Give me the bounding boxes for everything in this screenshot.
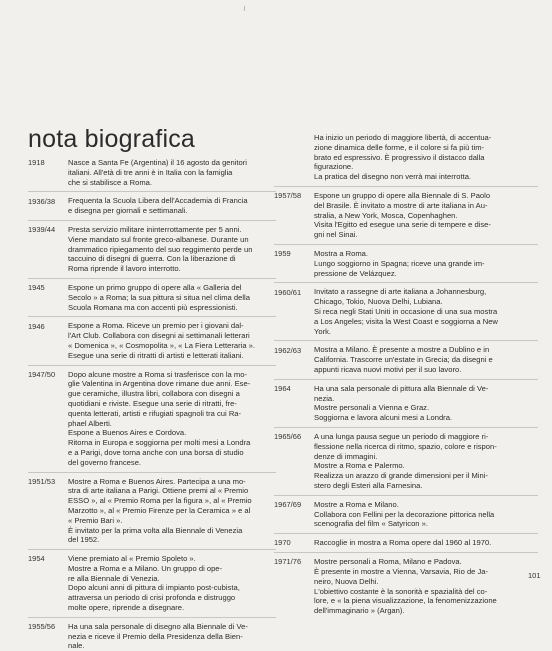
entry-text-line: Ha inizio un periodo di maggiore libertà, di accentua- xyxy=(314,133,538,143)
entry-text-line: lore, e « la piena visualizzazione, la fenomenizzazione xyxy=(314,596,538,606)
entry-text-line: scenografia del film « Satyricon ». xyxy=(314,519,538,529)
entry-text-line: Esegue una serie di ritratti di artisti e letterati italiani. xyxy=(68,351,276,361)
entry-year: 1946 xyxy=(28,321,68,331)
entry-text-line: Dopo alcuni anni di pittura di impianto post-cubista, xyxy=(68,583,276,593)
entry-year: 1959 xyxy=(274,249,314,259)
entry-text-line: Invitato a rassegne di arte italiana a Johannesburg, xyxy=(314,287,538,297)
entry-text-line: Ha una sala personale di disegno alla Biennale di Ve- xyxy=(68,622,276,632)
entry-divider xyxy=(28,191,276,192)
entry-text xyxy=(314,500,538,529)
entry-text-line: del Brasile. È invitato a mostre di arte italiana in Au- xyxy=(314,201,538,211)
entry-text-line: Espone a Roma. Riceve un premio per i giovani dal- xyxy=(68,321,276,331)
entry-divider xyxy=(28,472,276,473)
entry-text xyxy=(68,370,276,468)
biography-entry xyxy=(274,538,538,548)
entry-text-line: Collabora con Fellini per la decorazione pittorica nella xyxy=(314,510,538,520)
entry-divider xyxy=(28,549,276,550)
biography-entry xyxy=(274,191,538,240)
biography-entry xyxy=(274,557,538,616)
entry-year: 1936/38 xyxy=(28,196,68,206)
entry-text-line: stralia, a New York, Mosca, Copenhaghen. xyxy=(314,211,538,221)
entry-text-line: Espone a Buenos Aires e Cordova. xyxy=(68,428,276,438)
entry-year: 1945 xyxy=(28,283,68,293)
entry-text xyxy=(314,557,538,616)
entry-year: 1957/58 xyxy=(274,191,314,201)
entry-divider xyxy=(274,282,538,283)
entry-text-line: Frequenta la Scuola Libera dell'Accademia di Francia xyxy=(68,196,276,206)
entry-text xyxy=(68,477,276,546)
entry-text-line: attraversa un periodo di crisi profonda e distruggo xyxy=(68,593,276,603)
entry-year: 1962/63 xyxy=(274,345,314,355)
entry-divider xyxy=(274,552,538,553)
entry-text-line: e a Parigi, dove torna anche con una borsa di studio xyxy=(68,448,276,458)
biography-entry xyxy=(28,283,276,312)
right-column xyxy=(274,133,538,616)
entry-text-line: brato ed espressivo. È progressivo il distacco dalla xyxy=(314,153,538,163)
page-title: nota biografica xyxy=(28,124,195,154)
entry-text xyxy=(68,622,276,651)
entry-text-line: quotidiani e riviste. Esegue una serie di ritratti, fre- xyxy=(68,399,276,409)
biography-entry xyxy=(28,321,276,360)
entry-year: 1918 xyxy=(28,158,68,168)
entry-text-line: Si reca negli Stati Uniti in occasione di una sua mostra xyxy=(314,307,538,317)
biography-entry xyxy=(28,225,276,274)
entry-text-line: Marzotto », al « Premio Firenze per la Ceramica » e al xyxy=(68,506,276,516)
entry-text-line: quenta letterati, artisti e rifugiati spagnoli tra cui Ra- xyxy=(68,409,276,419)
entry-text-line: molte opere, riprende a disegnare. xyxy=(68,603,276,613)
entry-text-line: neiro, Nuova Delhi. xyxy=(314,577,538,587)
entry-year: 1939/44 xyxy=(28,225,68,235)
entry-divider xyxy=(274,495,538,496)
entry-divider xyxy=(28,617,276,618)
entry-year: 1971/76 xyxy=(274,557,314,567)
entry-text xyxy=(68,158,276,187)
biography-entry xyxy=(274,133,538,182)
entry-text-line: nale. xyxy=(68,641,276,651)
entry-text-line: Presta servizio militare ininterrottamente per 5 anni. xyxy=(68,225,276,235)
entry-text-line: Espone un primo gruppo di opere alla « Galleria del xyxy=(68,283,276,293)
entry-text-line: stero degli Esteri alla Farnesina. xyxy=(314,481,538,491)
entry-text-line: Secolo » a Roma; la sua pittura si situa nel clima della xyxy=(68,293,276,303)
entry-text-line: del governo francese. xyxy=(68,458,276,468)
entry-text-line: del 1952. xyxy=(68,535,276,545)
entry-text-line: « Domenica », « Cosmopolita », « La Fiera Letteraria ». xyxy=(68,341,276,351)
biography-entry xyxy=(28,554,276,613)
entry-text-line: Mostra a Milano. È presente a mostre a Dublino e in xyxy=(314,345,538,355)
entry-text-line: Mostre a Roma e Milano. xyxy=(314,500,538,510)
entry-text-line: italiani. All'età di tre anni è in Italia con la famiglia xyxy=(68,168,276,178)
entry-text-line: che si stabilisce a Roma. xyxy=(68,178,276,188)
entry-divider xyxy=(28,316,276,317)
entry-text-line: York. xyxy=(314,327,538,337)
entry-text-line: pressione de Velázquez. xyxy=(314,269,538,279)
entry-text-line: La pratica del disegno non verrà mai interrotta. xyxy=(314,172,538,182)
entry-text-line: L'obiettivo costante è la sonorità e spazialità del co- xyxy=(314,587,538,597)
biography-entry xyxy=(274,500,538,529)
entry-text-line: nezia e riceve il Premio della Presidenza della Bien- xyxy=(68,632,276,642)
entry-text-line: Soggiorna e lavora alcuni mesi a Londra. xyxy=(314,413,538,423)
entry-text-line: figurazione. xyxy=(314,162,538,172)
entry-year: 1955/56 xyxy=(28,622,68,632)
entry-text xyxy=(314,249,538,278)
entry-divider xyxy=(274,379,538,380)
entry-year: 1964 xyxy=(274,384,314,394)
entry-text-line: Visita l'Egitto ed esegue una serie di tempere e dise- xyxy=(314,220,538,230)
entry-divider xyxy=(274,340,538,341)
entry-text xyxy=(68,225,276,274)
entry-text xyxy=(314,133,538,182)
entry-text-line: Mostre personali a Vienna e Graz. xyxy=(314,403,538,413)
entry-text-line: Roma riprende il lavoro interrotto. xyxy=(68,264,276,274)
entry-text-line: phael Alberti. xyxy=(68,419,276,429)
entry-text-line: flessione nella ricerca di ritmo, spazio, colore e rispon- xyxy=(314,442,538,452)
entry-text-line: « Premio Bari ». xyxy=(68,516,276,526)
entry-text-line: Mostre a Roma e Buenos Aires. Partecipa a una mo- xyxy=(68,477,276,487)
biography-entry xyxy=(28,158,276,187)
entry-text-line: gue ceramiche, illustra libri, collabora con disegni a xyxy=(68,389,276,399)
entry-text-line: A una lunga pausa segue un periodo di maggiore ri- xyxy=(314,432,538,442)
biography-entry xyxy=(28,196,276,216)
entry-year: 1960/61 xyxy=(274,287,314,297)
entry-text-line: denze di immagini. xyxy=(314,452,538,462)
entry-text-line: Chicago, Tokio, Nuova Delhi, Lubiana. xyxy=(314,297,538,307)
entry-text-line: È invitato per la prima volta alla Biennale di Venezia xyxy=(68,526,276,536)
entry-text xyxy=(68,283,276,312)
entry-year: 1954 xyxy=(28,554,68,564)
entry-text-line: dell'immaginario » (Argan). xyxy=(314,606,538,616)
entry-text-line: Espone un gruppo di opere alla Biennale di S. Paolo xyxy=(314,191,538,201)
entry-divider xyxy=(274,244,538,245)
page-crop-mark xyxy=(244,6,245,11)
page-number: 101 xyxy=(528,571,541,580)
entry-text-line: Ritorna in Europa e soggiorna per molti mesi a Londra xyxy=(68,438,276,448)
entry-text-line: drammatico ripiegamento del suo reggimento perde un xyxy=(68,245,276,255)
entry-divider xyxy=(28,278,276,279)
biography-entry xyxy=(274,345,538,374)
entry-text-line: gni nel Sinai. xyxy=(314,230,538,240)
entry-text-line: Mostre personali a Roma, Milano e Padova. xyxy=(314,557,538,567)
entry-text-line: Lungo soggiorno in Spagna; riceve una grande im- xyxy=(314,259,538,269)
biography-entry xyxy=(274,432,538,491)
left-column xyxy=(28,158,276,651)
biography-entry xyxy=(274,287,538,336)
entry-divider xyxy=(28,365,276,366)
entry-text-line: taccuino di disegni di guerra. Con la liberazione di xyxy=(68,254,276,264)
entry-text xyxy=(314,538,538,548)
biography-entry xyxy=(28,477,276,546)
entry-divider xyxy=(274,427,538,428)
entry-text-line: a Los Angeles; visita la West Coast e soggiorna a New xyxy=(314,317,538,327)
entry-text xyxy=(68,321,276,360)
entry-text-line: ESSO », al « Premio Roma per la figura », al « Premio xyxy=(68,496,276,506)
entry-text-line: glie Valentina in Argentina dove rimane due anni. Ese- xyxy=(68,379,276,389)
entry-text xyxy=(68,196,276,216)
entry-text-line: Mostre a Roma e Palermo. xyxy=(314,461,538,471)
entry-text-line: Mostre a Roma e a Milano. Un gruppo di ope- xyxy=(68,564,276,574)
entry-divider xyxy=(274,533,538,534)
entry-text-line: Dopo alcune mostre a Roma si trasferisce con la mo- xyxy=(68,370,276,380)
entry-text-line: Realizza un arazzo di grande dimensioni per il Mini- xyxy=(314,471,538,481)
entry-divider xyxy=(274,186,538,187)
entry-text-line: Raccoglie in mostra a Roma opere dal 1960 al 1970. xyxy=(314,538,538,548)
entry-text xyxy=(68,554,276,613)
entry-text xyxy=(314,345,538,374)
entry-text-line: Viene mandato sul fronte greco-albanese. Durante un xyxy=(68,235,276,245)
biography-entry xyxy=(274,249,538,278)
entry-text-line: California. Trascorre un'estate in Grecia; da disegni e xyxy=(314,355,538,365)
entry-text-line: re alla Biennale di Venezia. xyxy=(68,574,276,584)
biography-entry xyxy=(28,370,276,468)
entry-divider xyxy=(28,220,276,221)
entry-year: 1970 xyxy=(274,538,314,548)
entry-text-line: zione dinamica delle forme, e il colore si fa più tim- xyxy=(314,143,538,153)
entry-text xyxy=(314,432,538,491)
biography-entry xyxy=(274,384,538,423)
entry-text xyxy=(314,287,538,336)
entry-text-line: l'Art Club. Collabora con disegni ai settimanali letterari xyxy=(68,331,276,341)
entry-text-line: È presente in mostre a Vienna, Varsavia, Rio de Ja- xyxy=(314,567,538,577)
entry-year: 1965/66 xyxy=(274,432,314,442)
entry-text-line: nezia. xyxy=(314,394,538,404)
entry-text-line: Ha una sala personale di pittura alla Biennale di Ve- xyxy=(314,384,538,394)
entry-text-line: Nasce a Santa Fe (Argentina) il 16 agosto da genitori xyxy=(68,158,276,168)
entry-text-line: appunti ricava nuovi motivi per il suo lavoro. xyxy=(314,365,538,375)
entry-text-line: stra di arte italiana a Parigi. Ottiene premi al « Premio xyxy=(68,486,276,496)
entry-text xyxy=(314,191,538,240)
biography-entry xyxy=(28,622,276,651)
entry-text-line: Mostra a Roma. xyxy=(314,249,538,259)
entry-text-line: Viene premiato al « Premio Spoleto ». xyxy=(68,554,276,564)
entry-year: 1947/50 xyxy=(28,370,68,380)
entry-year: 1967/69 xyxy=(274,500,314,510)
entry-year: 1951/53 xyxy=(28,477,68,487)
entry-text-line: Scuola Romana ma con accenti più espressionisti. xyxy=(68,303,276,313)
entry-text-line: e disegna per giornali e settimanali. xyxy=(68,206,276,216)
entry-text xyxy=(314,384,538,423)
